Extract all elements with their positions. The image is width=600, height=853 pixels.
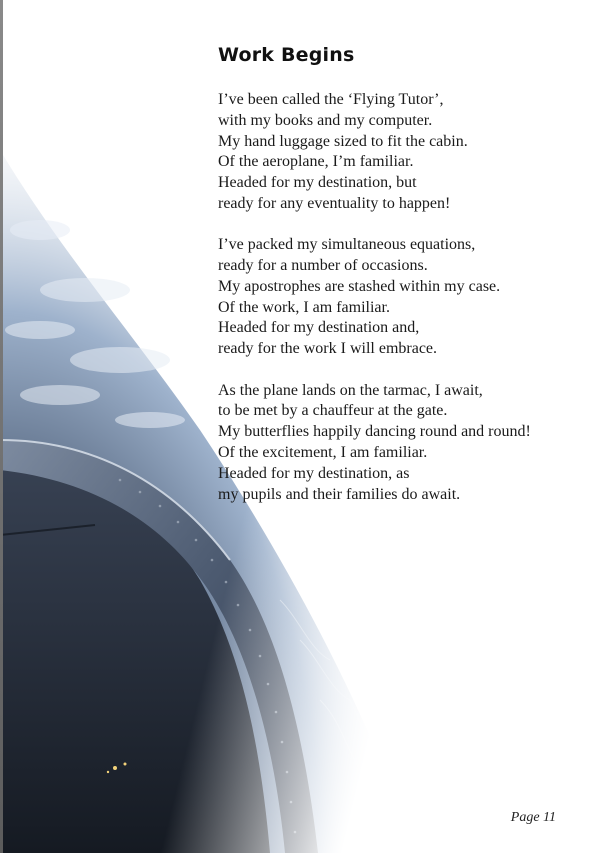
- poem-line: Of the work, I am familiar.: [218, 298, 390, 316]
- poem-line: I’ve been called the ‘Flying Tutor’,: [218, 91, 444, 108]
- stanza-1: [218, 90, 588, 215]
- stanza-3: [218, 381, 588, 506]
- page-number: Page 11: [510, 810, 556, 825]
- poem-line: with my books and my computer.: [218, 111, 433, 129]
- poem-line: ready for any eventuality to happen!: [218, 194, 451, 212]
- poem-line: to be met by a chauffeur at the gate.: [218, 402, 448, 420]
- poem-line: My butterflies happily dancing round and round!: [218, 423, 531, 441]
- poem-line: ready for the work I will embrace.: [218, 340, 438, 358]
- poem-line: My hand luggage sized to fit the cabin.: [218, 132, 468, 150]
- page-spine-edge: [0, 0, 3, 853]
- poem-title: Work Begins: [218, 44, 355, 66]
- stanza-2: [218, 235, 588, 360]
- poem-line: ready for a number of occasions.: [218, 257, 428, 275]
- poem-line: As the plane lands on the tarmac, I await,: [218, 381, 483, 399]
- poem-line: Of the aeroplane, I’m familiar.: [218, 153, 414, 171]
- poem-line: Headed for my destination and,: [218, 319, 420, 337]
- poem-line: my pupils and their families do await.: [218, 485, 461, 503]
- poem-line: My apostrophes are stashed within my case.: [218, 277, 501, 295]
- poem-line: Headed for my destination, but: [218, 174, 417, 192]
- poem-line: Of the excitement, I am familiar.: [218, 443, 428, 461]
- poem-line: I’ve packed my simultaneous equations,: [218, 236, 476, 254]
- poem-line: Headed for my destination, as: [218, 464, 410, 482]
- poem-body: [218, 90, 588, 526]
